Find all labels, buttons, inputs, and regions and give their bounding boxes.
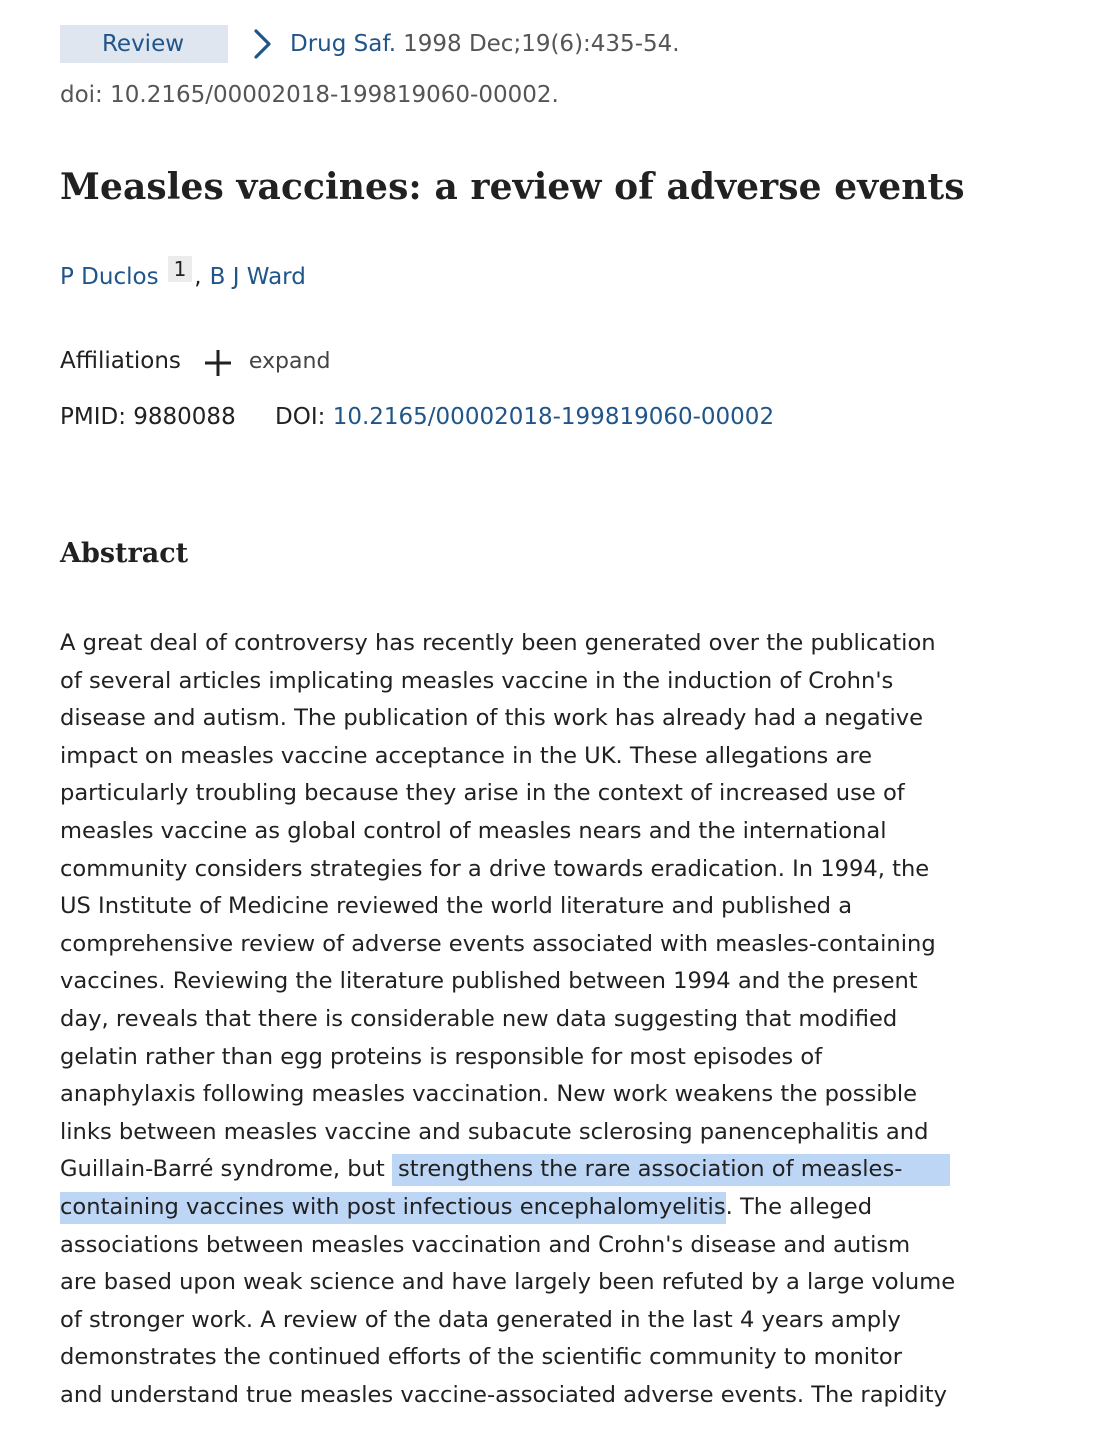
abstract-line: A great deal of controversy has recently been generated over the publication bbox=[60, 630, 936, 656]
abstract-line: links between measles vaccine and subacute sclerosing panencephalitis and bbox=[60, 1118, 929, 1145]
abstract-line: are based upon weak science and have largely been refuted by a large volume bbox=[60, 1269, 956, 1296]
abstract-line: and understand true measles vaccine-associated adverse events. The rapidity bbox=[60, 1381, 948, 1408]
citation-details: 1998 Dec;19(6):435-54. bbox=[403, 31, 680, 57]
doi-label: DOI: bbox=[275, 404, 326, 430]
abstract-line: impact on measles vaccine acceptance in the UK. These allegations are bbox=[60, 742, 873, 769]
author-separator: , bbox=[194, 264, 202, 290]
abstract-text-segment: Guillain-Barré syndrome, but bbox=[60, 1156, 385, 1183]
author-link[interactable]: P Duclos bbox=[60, 264, 159, 290]
abstract-line: comprehensive review of adverse events associated with measles-containing bbox=[60, 930, 936, 957]
plus-icon[interactable] bbox=[203, 348, 233, 378]
publication-type-badge: Review bbox=[60, 25, 228, 63]
affiliation-number-button[interactable]: 1 bbox=[168, 256, 193, 282]
citation-row bbox=[60, 24, 680, 64]
article-title: Measles vaccines: a review of adverse events bbox=[60, 166, 965, 208]
abstract-line: of several articles implicating measles vaccine in the induction of Crohn's bbox=[60, 667, 894, 694]
citation-doi: doi: 10.2165/00002018-199819060-00002. bbox=[60, 82, 559, 108]
identifiers bbox=[60, 404, 774, 430]
abstract-text bbox=[60, 625, 1060, 1414]
expand-label[interactable]: expand bbox=[248, 348, 331, 374]
abstract-line: community considers strategies for a drive towards eradication. In 1994, the bbox=[60, 855, 930, 882]
chevron-right-icon bbox=[250, 24, 276, 64]
abstract-line: anaphylaxis following measles vaccination. New work weakens the possible bbox=[60, 1081, 918, 1108]
abstract-line: vaccines. Reviewing the literature published between 1994 and the present bbox=[60, 968, 918, 995]
pmid: PMID: 9880088 bbox=[60, 404, 236, 430]
abstract-line: day, reveals that there is considerable new data suggesting that modified bbox=[60, 1005, 898, 1032]
abstract-line bbox=[60, 1151, 1060, 1189]
abstract-line: measles vaccine as global control of measles nears and the international bbox=[60, 817, 887, 844]
abstract-line: of stronger work. A review of the data generated in the last 4 years amply bbox=[60, 1306, 901, 1333]
author-list bbox=[60, 256, 306, 290]
affiliations-label: Affiliations bbox=[60, 348, 181, 374]
author-link[interactable]: B J Ward bbox=[209, 264, 306, 290]
abstract-line: gelatin rather than egg proteins is responsible for most episodes of bbox=[60, 1043, 823, 1070]
abstract-line: disease and autism. The publication of this work has already had a negative bbox=[60, 705, 924, 732]
abstract-line: demonstrates the continued efforts of the scientific community to monitor bbox=[60, 1344, 903, 1371]
abstract-line bbox=[60, 1189, 1060, 1227]
abstract-heading: Abstract bbox=[60, 538, 189, 569]
affiliations-toggle[interactable] bbox=[60, 344, 330, 378]
abstract-line: particularly troubling because they arise in the context of increased use of bbox=[60, 780, 905, 807]
abstract-text-segment: . The alleged bbox=[725, 1193, 873, 1220]
abstract-line: associations between measles vaccination and Crohn's disease and autism bbox=[60, 1231, 911, 1258]
journal-link[interactable]: Drug Saf. bbox=[290, 31, 397, 57]
selected-text[interactable]: strengthens the rare association of measles- bbox=[392, 1154, 950, 1186]
doi-link[interactable]: 10.2165/00002018-199819060-00002 bbox=[332, 404, 775, 430]
selected-text[interactable]: containing vaccines with post infectious encephalomyelitis bbox=[60, 1192, 726, 1224]
abstract-line: US Institute of Medicine reviewed the world literature and published a bbox=[60, 893, 853, 920]
